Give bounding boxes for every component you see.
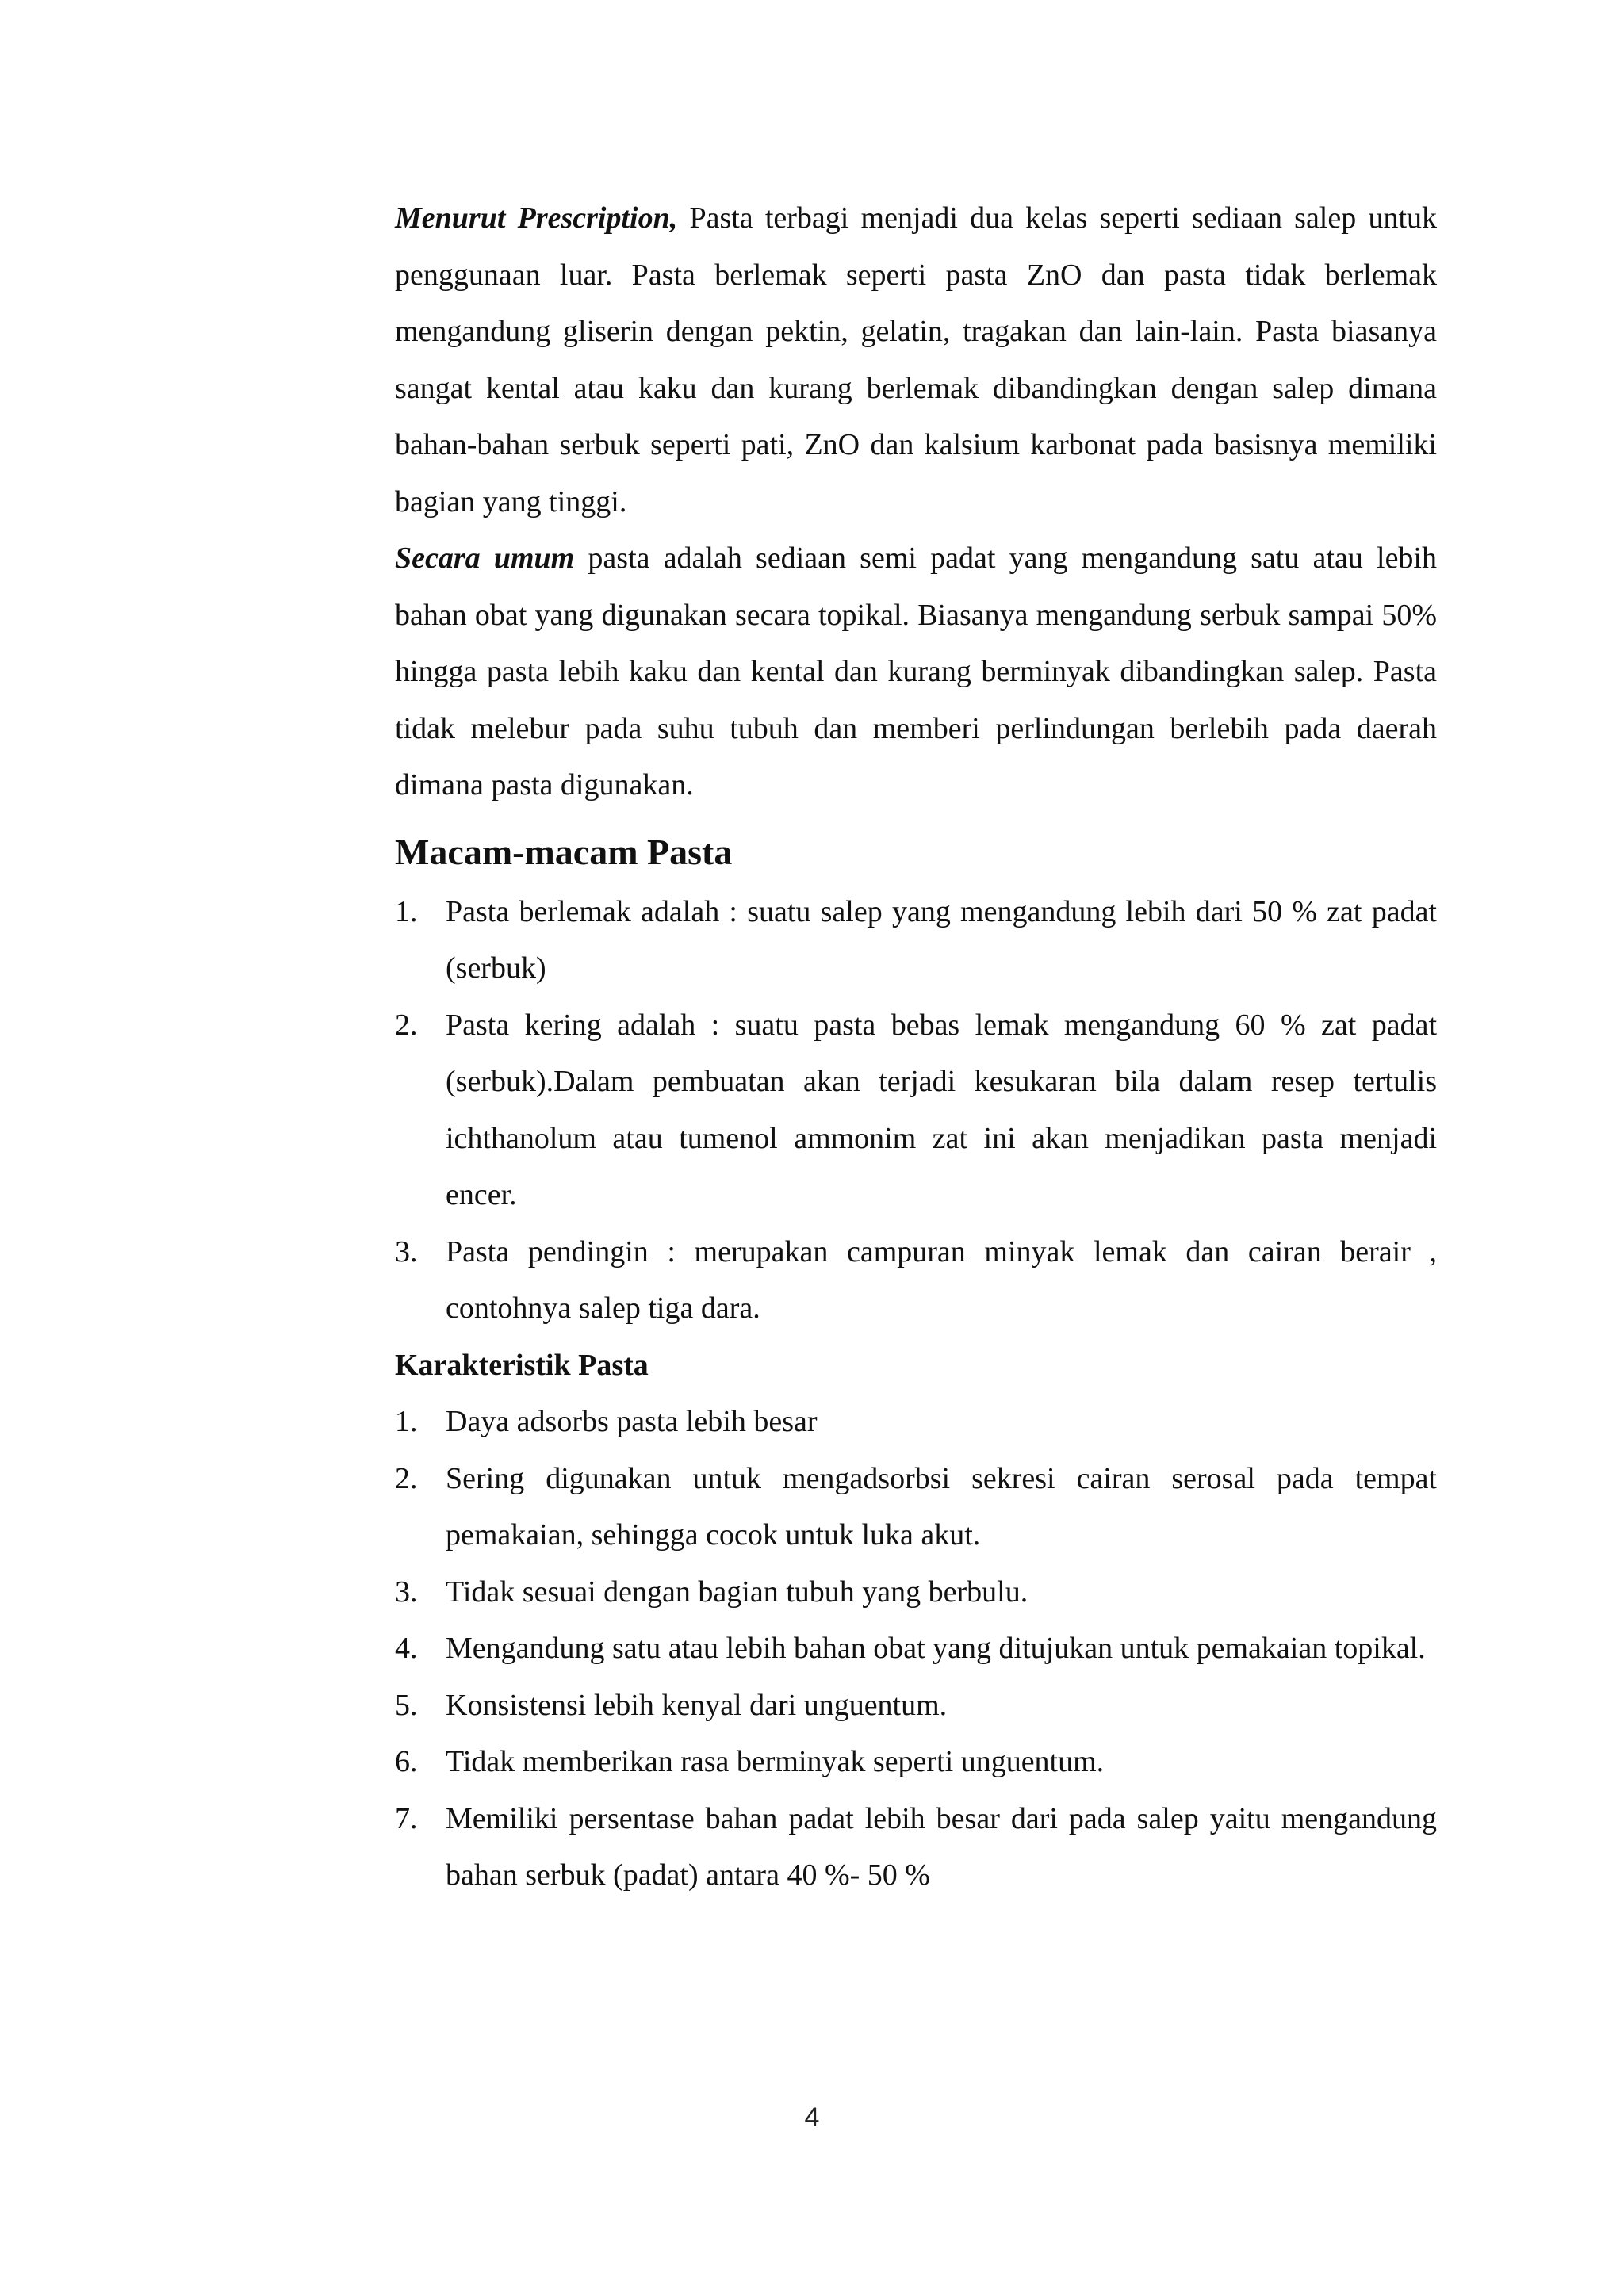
paragraph-text: pasta adalah sediaan semi padat yang mengandung satu atau lebih bahan obat yang digunakan secara topikal. Biasanya mengandung serbuk sampai 50% hingga pasta lebih kaku dan kental dan kurang berminyak dibandingkan salep. Pasta tidak melebur pada suhu tubuh dan memberi perlindungan berlebih pada daerah dimana pasta digunakan. [395, 541, 1437, 802]
list-item-number: 1. [395, 894, 418, 928]
list-item [395, 1678, 1437, 1735]
list-item-number: 3. [395, 1575, 418, 1609]
paragraph-text: Pasta terbagi menjadi dua kelas seperti sediaan salep untuk penggunaan luar. Pasta berlemak seperti pasta ZnO dan pasta tidak berlemak mengandung gliserin dengan pektin, gelatin, tragakan dan lain-lain. Pasta biasanya sangat kental atau kaku dan kurang berlemak dibandingkan dengan salep dimana bahan-bahan serbuk seperti pati, ZnO dan kalsium karbonat pada basisnya memiliki bagian yang tinggi. [395, 201, 1437, 519]
paragraph-prescription [395, 190, 1437, 530]
list-item [395, 997, 1437, 1224]
list-item-text: Memiliki persentase bahan padat lebih besar dari pada salep yaitu mengandung bahan serbuk (padat) antara 40 %- 50 % [446, 1801, 1437, 1892]
list-item-number: 4. [395, 1632, 418, 1665]
paragraph-secara-umum [395, 530, 1437, 814]
section-heading-macam-pasta: Macam-macam Pasta [395, 831, 733, 872]
list-item-number: 7. [395, 1801, 418, 1835]
list-karakteristik-pasta [395, 1394, 1437, 1904]
list-item-number: 6. [395, 1745, 418, 1778]
list-item-text: Tidak memberikan rasa berminyak seperti unguentum. [446, 1745, 1105, 1778]
page-number: 4 [804, 2103, 820, 2133]
paragraph-lead-term: Menurut Prescription, [395, 201, 678, 235]
list-item [395, 1451, 1437, 1564]
list-item [395, 1621, 1437, 1678]
list-item [395, 1224, 1437, 1337]
list-item-text: Daya adsorbs pasta lebih besar [446, 1405, 818, 1438]
list-macam-pasta [395, 884, 1437, 1337]
list-item [395, 1734, 1437, 1791]
list-item-text: Sering digunakan untuk mengadsorbsi sekresi cairan serosal pada tempat pemakaian, sehingga cocok untuk luka akut. [446, 1461, 1437, 1552]
list-item [395, 884, 1437, 997]
list-item-text: Pasta berlemak adalah : suatu salep yang mengandung lebih dari 50 % zat padat (serbuk) [446, 894, 1437, 985]
list-item-text: Pasta kering adalah : suatu pasta bebas lemak mengandung 60 % zat padat (serbuk).Dalam pembuatan akan terjadi kesukaran bila dalam resep tertulis ichthanolum atau tumenol ammonim zat ini akan menjadikan pasta menjadi encer. [446, 1008, 1437, 1211]
list-item-number: 3. [395, 1234, 418, 1269]
list-item-text: Konsistensi lebih kenyal dari unguentum. [446, 1688, 948, 1722]
list-item-number: 1. [395, 1405, 418, 1438]
paragraph-lead-term: Secara umum [395, 541, 575, 575]
list-item-number: 2. [395, 1008, 418, 1042]
list-item-text: Tidak sesuai dengan bagian tubuh yang berbulu. [446, 1575, 1028, 1609]
list-item [395, 1564, 1437, 1621]
section-heading-karakteristik-pasta: Karakteristik Pasta [395, 1348, 649, 1382]
list-item [395, 1791, 1437, 1904]
list-item-number: 5. [395, 1688, 418, 1722]
list-item-text: Pasta pendingin : merupakan campuran minyak lemak dan cairan berair , contohnya salep tiga dara. [446, 1234, 1437, 1325]
list-item-text: Mengandung satu atau lebih bahan obat yang ditujukan untuk pemakaian topikal. [446, 1632, 1426, 1665]
list-item-number: 2. [395, 1461, 418, 1495]
list-item [395, 1394, 1437, 1451]
document-body [395, 190, 1437, 1904]
